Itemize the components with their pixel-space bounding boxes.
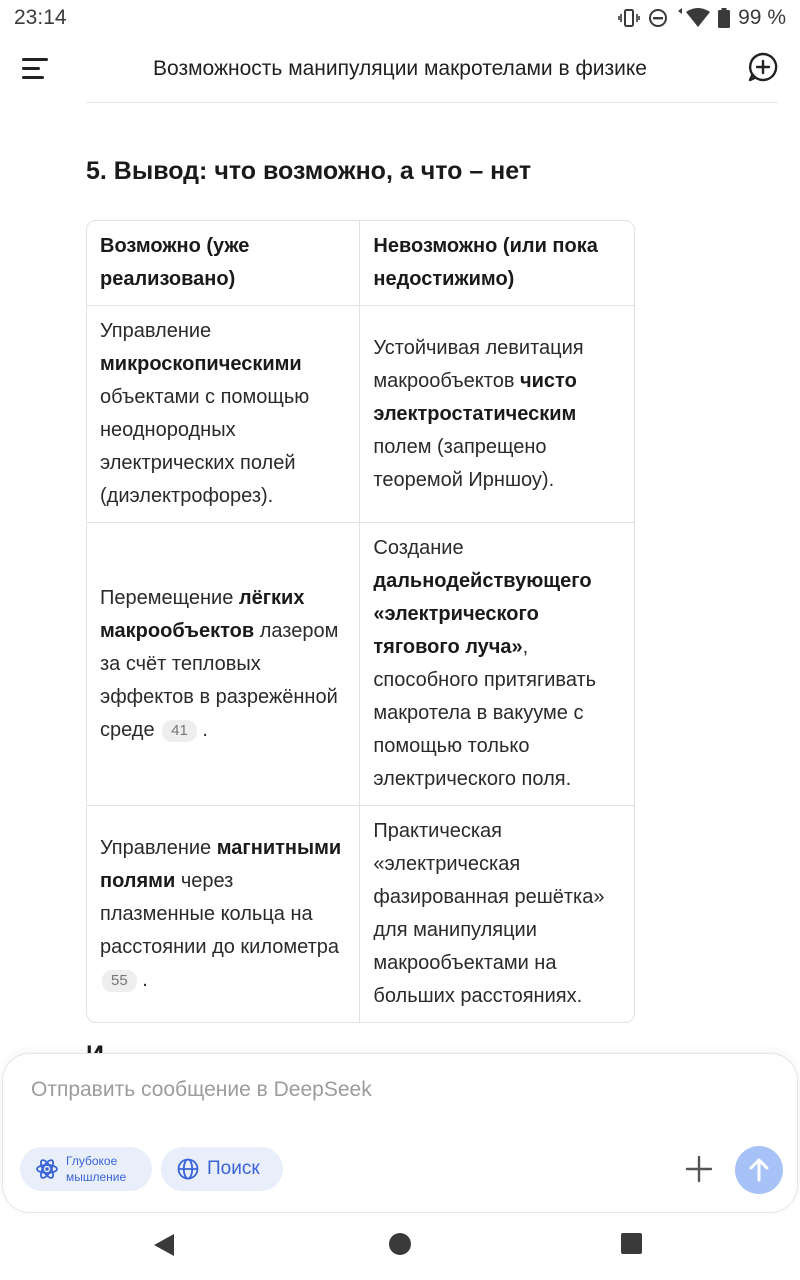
table-row bbox=[87, 806, 634, 1022]
status-time: 23:14 bbox=[14, 6, 67, 29]
table-header-row bbox=[87, 221, 634, 306]
send-button[interactable] bbox=[735, 1146, 783, 1194]
app-header bbox=[0, 36, 800, 102]
table-header-cell: Возможно (уже реализовано) bbox=[87, 221, 360, 306]
table-cell-possible: Управление магнитными полями через плазменные кольца на расстоянии до километра 55 . bbox=[87, 806, 360, 1022]
search-toggle[interactable] bbox=[161, 1147, 283, 1191]
new-chat-icon[interactable] bbox=[748, 52, 778, 82]
status-bar bbox=[0, 0, 800, 36]
battery-percent: 99 % bbox=[738, 6, 786, 29]
deep-think-toggle[interactable] bbox=[20, 1147, 152, 1191]
table-cell-possible: Управление микроскопическими объектами с помощью неоднородных электрических полей (диэлектрофорез). bbox=[87, 306, 360, 523]
vibrate-icon bbox=[618, 9, 640, 27]
menu-icon[interactable] bbox=[22, 56, 52, 82]
deep-think-label: Глубокое мышление bbox=[66, 1154, 127, 1184]
wifi-icon bbox=[676, 8, 710, 28]
citation-badge[interactable]: 55 bbox=[102, 970, 137, 992]
table-cell-impossible: Практическая «электрическая фазированная решётка» для манипуляции макрообъектами на больших расстояниях. bbox=[373, 820, 605, 1007]
search-label: Поиск bbox=[207, 1158, 260, 1179]
plus-icon[interactable] bbox=[683, 1153, 715, 1185]
arrow-up-icon bbox=[748, 1158, 770, 1182]
citation-badge[interactable]: 41 bbox=[162, 720, 197, 742]
message-content bbox=[0, 103, 800, 1053]
home-icon[interactable] bbox=[389, 1233, 411, 1255]
table-header-cell: Невозможно (или пока недостижимо) bbox=[360, 221, 634, 306]
table-row bbox=[87, 306, 634, 523]
status-icons bbox=[618, 6, 786, 30]
message-input[interactable] bbox=[31, 1078, 731, 1102]
section-title: 5. Вывод: что возможно, а что – нет bbox=[86, 157, 532, 185]
conclusion-table bbox=[86, 220, 635, 1023]
table-cell-impossible: Устойчивая левитация макрообъектов чисто электростатическим полем (запрещено теоремой Ирншоу). bbox=[360, 306, 634, 523]
system-nav-bar bbox=[0, 1213, 800, 1280]
dnd-icon bbox=[648, 8, 668, 28]
chat-title[interactable]: Возможность манипуляции макротелами в физике bbox=[153, 57, 647, 80]
battery-icon bbox=[718, 8, 730, 28]
recents-icon[interactable] bbox=[621, 1233, 642, 1254]
back-icon[interactable] bbox=[152, 1232, 176, 1258]
table-cell-possible: Перемещение лёгких макрообъектов лазером за счёт тепловых эффектов в разрежённой среде 41 . bbox=[87, 523, 360, 806]
globe-icon bbox=[177, 1158, 199, 1180]
atom-icon bbox=[36, 1158, 58, 1180]
message-composer bbox=[2, 1053, 798, 1213]
table-cell-impossible: Создание дальнодействующего «электрического тягового луча», способного притягивать макротела в вакууме с помощью только электрического поля. bbox=[360, 523, 634, 806]
table-row bbox=[87, 523, 634, 806]
